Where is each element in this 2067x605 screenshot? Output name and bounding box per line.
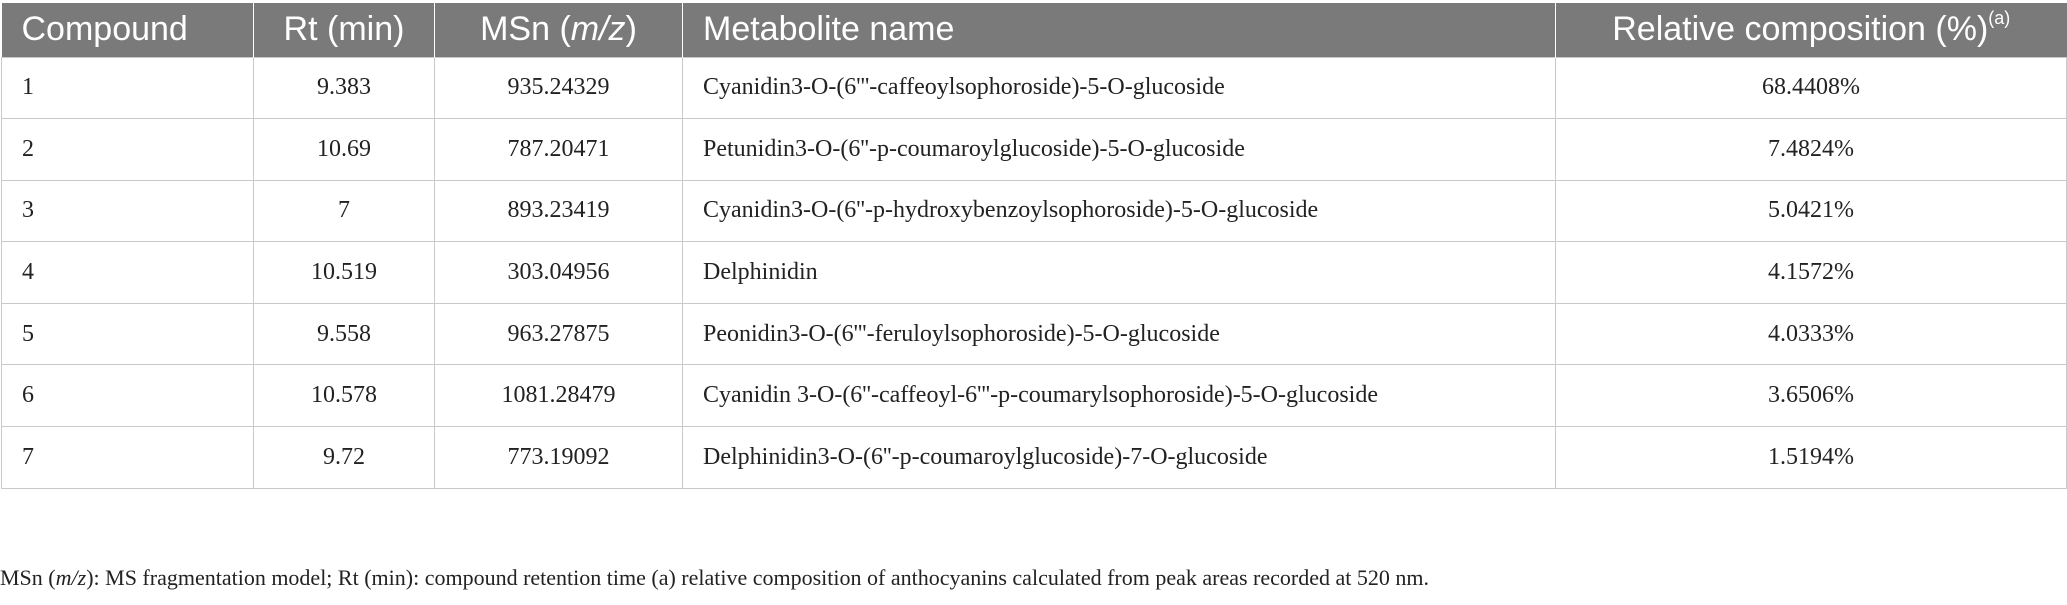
cell-metabolite-name: Cyanidin3-O-(6'''-caffeoylsophoroside)-5-O-glucoside bbox=[683, 57, 1556, 119]
header-msn-italic: m/z bbox=[570, 10, 626, 49]
cell-msn: 893.23419 bbox=[435, 180, 683, 242]
footnote-italic: m/z bbox=[55, 565, 87, 590]
cell-msn: 787.20471 bbox=[435, 119, 683, 181]
cell-compound: 7 bbox=[2, 427, 254, 489]
cell-relative: 1.5194% bbox=[1556, 427, 2067, 489]
cell-metabolite-name: Petunidin3-O-(6''-p-coumaroylglucoside)-5-O-glucoside bbox=[683, 119, 1556, 181]
cell-metabolite-name: Peonidin3-O-(6'''-feruloylsophoroside)-5-O-glucoside bbox=[683, 303, 1556, 365]
header-msn-prefix: MSn ( bbox=[480, 10, 571, 49]
table-row bbox=[2, 303, 2067, 365]
cell-metabolite-name: Delphinidin bbox=[683, 242, 1556, 304]
table-row bbox=[2, 365, 2067, 427]
cell-relative: 7.4824% bbox=[1556, 119, 2067, 181]
cell-msn: 935.24329 bbox=[435, 57, 683, 119]
table-row bbox=[2, 119, 2067, 181]
header-relative bbox=[1556, 3, 2067, 57]
cell-compound: 2 bbox=[2, 119, 254, 181]
table-body bbox=[2, 57, 2067, 488]
cell-rt: 9.72 bbox=[254, 427, 435, 489]
cell-msn: 773.19092 bbox=[435, 427, 683, 489]
cell-relative: 4.0333% bbox=[1556, 303, 2067, 365]
data-table-container bbox=[0, 3, 2067, 489]
table-row bbox=[2, 242, 2067, 304]
anthocyanin-table bbox=[1, 3, 2067, 489]
footnote-part1: MSn ( bbox=[0, 565, 56, 590]
cell-metabolite-name: Cyanidin 3-O-(6''-caffeoyl-6'''-p-coumarylsophoroside)-5-O-glucoside bbox=[683, 365, 1556, 427]
cell-msn: 963.27875 bbox=[435, 303, 683, 365]
cell-rt: 9.383 bbox=[254, 57, 435, 119]
cell-rt: 9.558 bbox=[254, 303, 435, 365]
header-msn bbox=[435, 3, 683, 57]
footnote-part2: ): MS fragmentation model; Rt (min): compound retention time (a) relative composition of anthocyanins calculated from peak areas recorded at 520 nm. bbox=[86, 565, 1429, 590]
header-compound: Compound bbox=[2, 3, 254, 57]
cell-compound: 5 bbox=[2, 303, 254, 365]
cell-compound: 1 bbox=[2, 57, 254, 119]
header-rt: Rt (min) bbox=[254, 3, 435, 57]
table-row bbox=[2, 57, 2067, 119]
cell-compound: 4 bbox=[2, 242, 254, 304]
table-footnote bbox=[0, 565, 1429, 591]
header-metabolite: Metabolite name bbox=[683, 3, 1556, 57]
cell-rt: 10.69 bbox=[254, 119, 435, 181]
cell-rt: 10.578 bbox=[254, 365, 435, 427]
header-relative-label: Relative composition (%) bbox=[1612, 10, 1989, 49]
table-row bbox=[2, 427, 2067, 489]
table-header-row bbox=[2, 3, 2067, 57]
header-relative-footnote-mark: (a) bbox=[1988, 7, 2011, 28]
cell-rt: 10.519 bbox=[254, 242, 435, 304]
cell-relative: 4.1572% bbox=[1556, 242, 2067, 304]
table-row bbox=[2, 180, 2067, 242]
cell-msn: 1081.28479 bbox=[435, 365, 683, 427]
header-msn-suffix: ) bbox=[625, 10, 637, 49]
cell-relative: 68.4408% bbox=[1556, 57, 2067, 119]
cell-metabolite-name: Delphinidin3-O-(6''-p-coumaroylglucoside)-7-O-glucoside bbox=[683, 427, 1556, 489]
cell-rt: 7 bbox=[254, 180, 435, 242]
cell-compound: 3 bbox=[2, 180, 254, 242]
cell-compound: 6 bbox=[2, 365, 254, 427]
cell-msn: 303.04956 bbox=[435, 242, 683, 304]
cell-relative: 5.0421% bbox=[1556, 180, 2067, 242]
cell-relative: 3.6506% bbox=[1556, 365, 2067, 427]
cell-metabolite-name: Cyanidin3-O-(6''-p-hydroxybenzoylsophoroside)-5-O-glucoside bbox=[683, 180, 1556, 242]
